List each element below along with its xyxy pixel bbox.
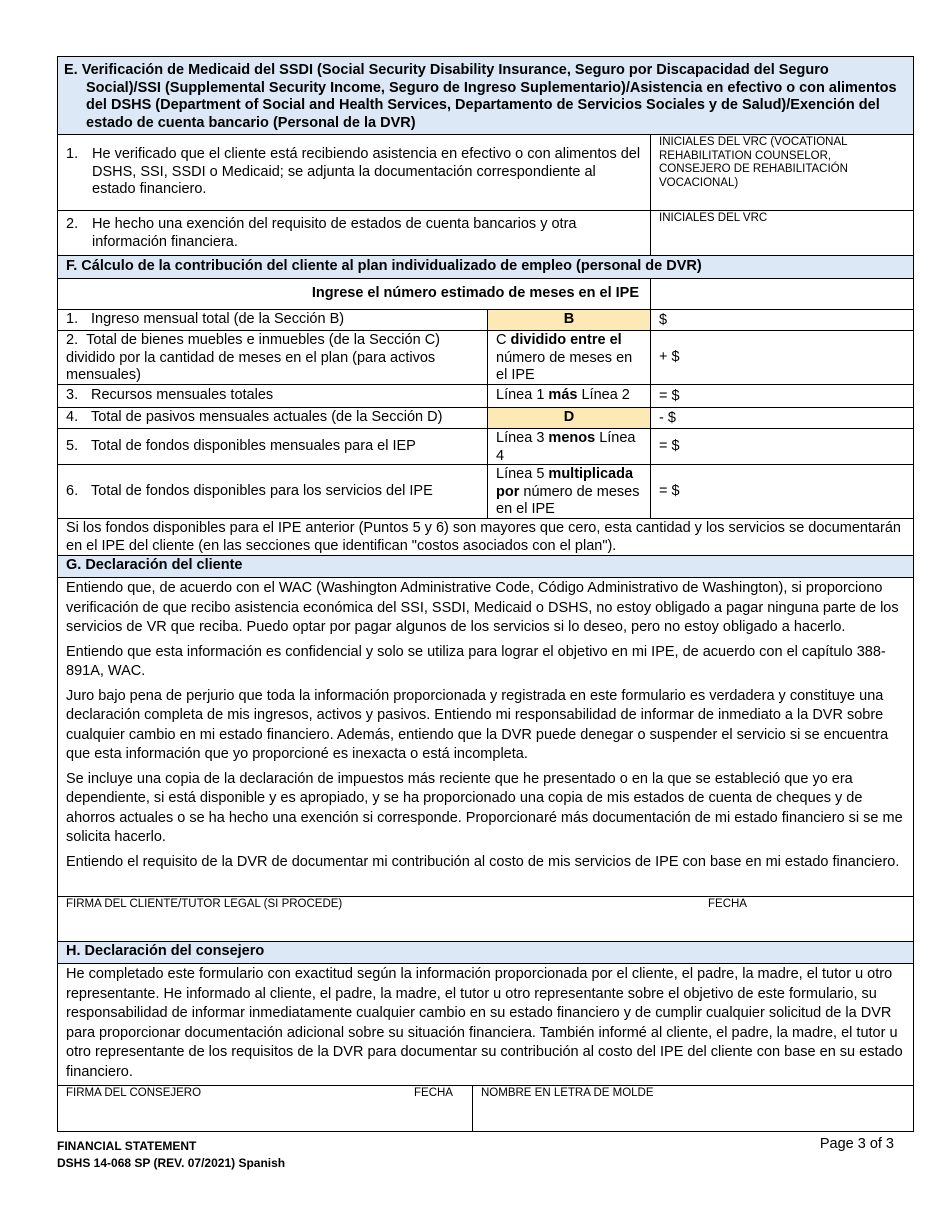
months-row [58,279,913,310]
section-e-title: E. Verificación de Medicaid del SSDI (Social Security Disability Insurance, Seguro por Discapacidad del Seguro Social)/SSI (Supplemental Security Income, Seguro de Ingreso Suplementario)/Asistencia en efectivo o con alimentos del DSHS (Department of Social and Health Services, Departamento de Servicios Sociales y de Salud)/Exención del estado de cuenta bancario (Personal de la DVR) [58,57,913,134]
field-label: INICIALES DEL VRC [659,212,768,224]
months-input[interactable] [650,279,913,309]
calc-row-1 [58,310,913,331]
calc-rule: Línea 1 más Línea 2 [487,385,650,407]
calc-ref: D [487,408,650,428]
counselor-signature-field[interactable] [58,1086,408,1131]
client-signature-field[interactable] [58,897,700,941]
row-label: Total de fondos disponibles mensuales para el IEP [91,438,416,454]
item-number: 2. [66,216,79,232]
form-name: FINANCIAL STATEMENT [57,1139,197,1153]
row-number: 2. [66,332,79,348]
declaration-paragraph: Entiendo que, de acuerdo con el WAC (Washington Administrative Code, Código Administrativo de Washington), si proporciono verificación de que recibo asistencia económica del SSI, SSDI, Medicaid o DSHS, no estoy obligado a pagar ninguna parte de los servicios de VR que reciba. Puedo optar por pagar algunos de los servicios si lo deseo, pero no estoy obligado a hacerlo. [66,580,899,635]
row-label: Recursos mensuales totales [91,387,274,403]
value-field[interactable]: + $ [650,331,913,384]
row-number: 5. [66,438,79,454]
row-number: 3. [66,387,79,403]
page-number: Page 3 of 3 [819,1136,894,1152]
field-label: NOMBRE EN LETRA DE MOLDE [481,1087,654,1099]
calc-row-5 [58,429,913,465]
item-number: 1. [66,146,79,162]
row-label: Total de fondos disponibles para los servicios del IPE [91,483,433,499]
declaration-paragraph: Entiendo que esta información es confidencial y solo se utiliza para lograr el objetivo en mi IPE, de acuerdo con el capítulo 388-891A, WAC. [66,643,886,679]
form-page [57,56,914,1132]
row-number: 1. [66,311,79,327]
value-field[interactable]: = $ [650,465,913,518]
section-f-header [58,256,913,279]
months-prompt: Ingrese el número estimado de meses en el IPE [311,285,639,301]
calc-rule: C dividido entre el número de meses en el IPE [487,331,650,384]
declaration-paragraph: Se incluye una copia de la declaración de impuestos más reciente que he presentado o en la que se estableció que yo era dependiente, si está disponible y es apropiado, y se ha proporcionado una copia de mis estados de cuenta de cheques y de ahorros actuales o se ha hecho una exención si corresponde. Proporcionaré más documentación de mi estado financiero si se me solicita hacerlo. [66,770,903,845]
counselor-date-field[interactable] [408,1086,472,1131]
item-text: He verificado que el cliente está recibiendo asistencia en efectivo o con alimentos del DSHS, SSI, SSDI o Medicaid; se adjunta la documentación correspondiente al estado financiero. [92,146,641,197]
row-label: Total de bienes muebles e inmuebles (de la Sección C) dividido por la cantidad de meses en el plan (para activos mensuales) [66,332,440,383]
counselor-signature-row [58,1086,913,1131]
declaration-paragraph: Juro bajo pena de perjurio que toda la información proporcionada y registrada en este formulario es verdadera y constituye una declaración completa de mis ingresos, activos y pasivos. Entiendo mi responsabilidad de informar de inmediato a la DVR sobre cualquier cambio en mi estado financiero. Además, entiendo que la DVR puede denegar o suspender el servicio si se encuentra que esta información que yo proporcioné es inexacta o está incompleta. [66,687,889,762]
row-label: Total de pasivos mensuales actuales (de la Sección D) [91,409,443,425]
declaration-paragraph: He completado este formulario con exactitud según la información proporcionada por el cliente, el padre, la madre, el tutor u otro representante. He informado al cliente, el padre, la madre, el tutor u otro representante sobre el objetivo de este formulario, su responsabilidad de informar inmediatamente cualquier cambio en su estado financiero y de cumplir cualquier solicitud de la DVR para proporcionar documentación adicional sobre su situación financiera. También informé al cliente, el padre, la madre, el tutor u otro representante de los requisitos de la DVR para documentar su contribución al costo del IPE del cliente con base en su estado financiero. [66,966,903,1080]
field-label: FIRMA DEL CONSEJERO [66,1087,202,1099]
declaration-paragraph: Entiendo el requisito de la DVR de documentar mi contribución al costo de mis servicios de IPE con base en mi estado financiero. [66,853,900,870]
calc-rule: Línea 3 menos Línea 4 [487,429,650,464]
field-label: FIRMA DEL CLIENTE/TUTOR LEGAL (SI PROCEDE) [66,898,343,910]
form-footer [57,1138,285,1172]
value-field[interactable]: $ [650,310,913,330]
calc-rule: Línea 5 multiplicada por número de meses en el IPE [487,465,650,518]
section-f-title: F. Cálculo de la contribución del cliente al plan individualizado de empleo (personal de DVR) [58,256,913,278]
value-field[interactable]: = $ [650,385,913,407]
row-number: 6. [66,483,79,499]
calc-ref: B [487,310,650,330]
section-e-header [58,57,913,135]
section-h-header [58,942,913,964]
section-f-note-row [58,519,913,556]
calc-row-6 [58,465,913,519]
client-signature-row [58,897,913,942]
calc-row-2 [58,331,913,385]
value-field[interactable]: - $ [650,408,913,428]
field-label: FECHA [708,898,747,910]
section-f-note: Si los fondos disponibles para el IPE anterior (Puntos 5 y 6) son mayores que cero, esta cantidad y los servicios se documentarán en el IPE del cliente (en las secciones que identifican "costos asociados con el plan"). [66,520,901,554]
value-field[interactable]: = $ [650,429,913,464]
field-label: FECHA [414,1087,453,1099]
section-g-body [58,578,913,897]
row-number: 4. [66,409,79,425]
section-h-title: H. Declaración del consejero [58,942,913,963]
calc-row-4 [58,408,913,429]
field-label: INICIALES DEL VRC (VOCATIONAL REHABILITATION COUNSELOR, CONSEJERO DE REHABILITACIÓN VOCACIONAL) [659,136,848,189]
form-id: DSHS 14-068 SP (REV. 07/2021) Spanish [57,1156,286,1170]
item-text: He hecho una exención del requisito de estados de cuenta bancarios y otra información financiera. [92,216,577,250]
printed-name-field[interactable] [472,1086,913,1131]
section-e-item-1 [58,135,913,211]
calc-row-3 [58,385,913,408]
section-g-title: G. Declaración del cliente [58,556,913,577]
client-date-field[interactable] [700,897,913,941]
vrc-initials-field[interactable] [650,135,913,210]
section-e-item-2 [58,211,913,256]
section-h-body [58,964,913,1086]
vrc-initials-field[interactable] [650,211,913,255]
section-g-header [58,556,913,578]
row-label: Ingreso mensual total (de la Sección B) [91,311,345,327]
